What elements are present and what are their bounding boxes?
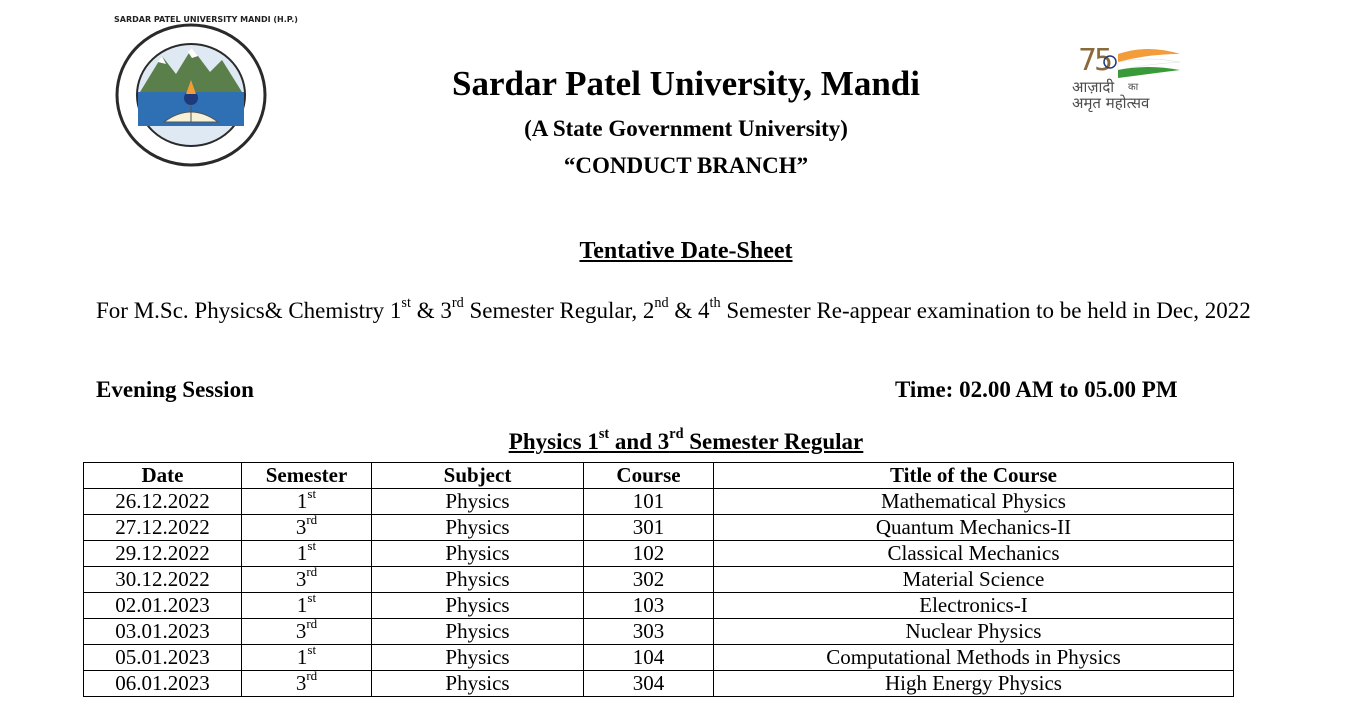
university-subtitle: (A State Government University) <box>524 116 848 141</box>
cell-title: Electronics-I <box>714 593 1234 619</box>
cell-subject: Physics <box>372 619 584 645</box>
cell-title: Nuclear Physics <box>714 619 1234 645</box>
cell-date: 27.12.2022 <box>84 515 242 541</box>
table-title <box>0 426 1372 455</box>
table-row <box>84 671 1234 697</box>
cell-subject: Physics <box>372 645 584 671</box>
header-semester: Semester <box>242 463 372 489</box>
cell-subject: Physics <box>372 593 584 619</box>
cell-semester: 1st <box>242 489 372 515</box>
cell-subject: Physics <box>372 567 584 593</box>
svg-text:5: 5 <box>1094 43 1114 78</box>
exam-time: Time: 02.00 AM to 05.00 PM <box>895 377 1178 402</box>
cell-course: 303 <box>584 619 714 645</box>
cell-title: Quantum Mechanics-II <box>714 515 1234 541</box>
svg-text:7: 7 <box>1078 43 1098 78</box>
datesheet-title-text: Tentative Date-Sheet <box>579 238 793 264</box>
university-name: Sardar Patel University, Mandi <box>452 64 920 103</box>
logo-ring-text: SARDAR PATEL UNIVERSITY MANDI (H.P.) <box>114 15 298 24</box>
cell-date: 02.01.2023 <box>84 593 242 619</box>
cell-date: 29.12.2022 <box>84 541 242 567</box>
table-title-text: Physics 1st and 3rd Semester Regular <box>508 426 864 454</box>
cell-date: 26.12.2022 <box>84 489 242 515</box>
cell-semester: 3rd <box>242 567 372 593</box>
cell-course: 102 <box>584 541 714 567</box>
datesheet-title <box>0 238 1372 265</box>
cell-title: Classical Mechanics <box>714 541 1234 567</box>
cell-semester: 3rd <box>242 515 372 541</box>
cell-course: 101 <box>584 489 714 515</box>
table-header-row <box>84 463 1234 489</box>
cell-semester: 3rd <box>242 671 372 697</box>
datesheet-table <box>83 462 1234 697</box>
header-title: Title of the Course <box>714 463 1234 489</box>
cell-course: 302 <box>584 567 714 593</box>
cell-title: Material Science <box>714 567 1234 593</box>
cell-course: 301 <box>584 515 714 541</box>
cell-semester: 1st <box>242 645 372 671</box>
exam-purpose-text: For M.Sc. Physics& Chemistry 1st & 3rd Semester Regular, 2nd & 4th Semester Re-appear examination to be held in Dec, 2022 <box>96 295 1251 323</box>
cell-semester: 1st <box>242 541 372 567</box>
cell-semester: 1st <box>242 593 372 619</box>
header-date: Date <box>84 463 242 489</box>
table-row <box>84 619 1234 645</box>
cell-title: Computational Methods in Physics <box>714 645 1234 671</box>
header-subject: Subject <box>372 463 584 489</box>
azadi-line1: आज़ादी <box>1072 78 1115 96</box>
cell-subject: Physics <box>372 671 584 697</box>
cell-semester: 3rd <box>242 619 372 645</box>
table-row <box>84 567 1234 593</box>
cell-course: 104 <box>584 645 714 671</box>
azadi-ka: का <box>1128 82 1139 93</box>
table-row <box>84 593 1234 619</box>
table-row <box>84 515 1234 541</box>
cell-subject: Physics <box>372 541 584 567</box>
header-course: Course <box>584 463 714 489</box>
table-row <box>84 541 1234 567</box>
cell-date: 03.01.2023 <box>84 619 242 645</box>
table-row <box>84 645 1234 671</box>
session-label: Evening Session <box>96 377 254 402</box>
table-row <box>84 489 1234 515</box>
cell-title: High Energy Physics <box>714 671 1234 697</box>
cell-date: 06.01.2023 <box>84 671 242 697</box>
cell-date: 05.01.2023 <box>84 645 242 671</box>
cell-title: Mathematical Physics <box>714 489 1234 515</box>
azadi-line2: अमृत महोत्सव <box>1072 94 1150 112</box>
cell-subject: Physics <box>372 515 584 541</box>
cell-course: 304 <box>584 671 714 697</box>
cell-date: 30.12.2022 <box>84 567 242 593</box>
cell-subject: Physics <box>372 489 584 515</box>
cell-course: 103 <box>584 593 714 619</box>
branch-name: “CONDUCT BRANCH” <box>563 153 809 178</box>
